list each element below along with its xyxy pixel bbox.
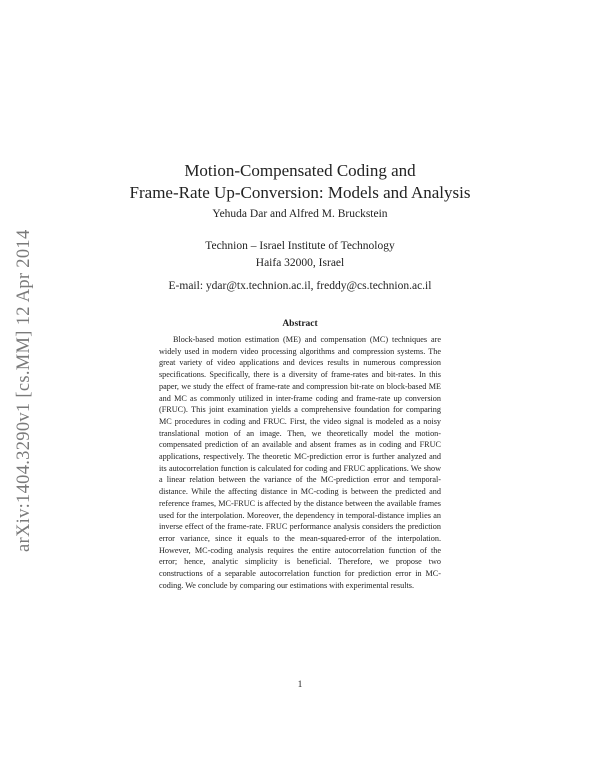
paper-title-line-1: Motion-Compensated Coding and bbox=[184, 161, 416, 180]
paper-title-line-2: Frame-Rate Up-Conversion: Models and Analysis bbox=[129, 183, 471, 202]
affiliation-institution: Technion – Israel Institute of Technology bbox=[205, 240, 395, 252]
page-number: 1 bbox=[297, 680, 303, 690]
abstract-heading: Abstract bbox=[282, 319, 318, 329]
affiliation-address: Haifa 32000, Israel bbox=[255, 257, 345, 269]
arxiv-identifier-text: arXiv:1404.3290v1 [cs.MM] 12 Apr 2014 bbox=[14, 229, 34, 552]
paper-title bbox=[100, 160, 500, 204]
paper-authors: Yehuda Dar and Alfred M. Bruckstein bbox=[212, 208, 388, 220]
abstract-body: Block-based motion estimation (ME) and compensation (MC) techniques are widely used in modern video processing algorithms and compression systems. The great variety of video applications and devices results in numerous compression specifications. Specifically, there is a diversity of frame-rates and bit-rates. In this paper, we study the effect of frame-rate and compression bit-rate on block-based ME and MC as commonly utilized in inter-frame coding and frame-rate up conversion (FRUC). This joint examination yields a comprehensive foundation for comparing MC procedures in coding and FRUC. First, the video signal is modeled as a noisy translational motion of an image. Then, we theoretically model the motion-compensated prediction of an available and absent frames as in coding and FRUC applications, respectively. The theoretic MC-prediction error is further analyzed and its autocorrelation function is calculated for coding and FRUC applications. We show a linear relation between the variance of the MC-prediction error and temporal-distance. While the affecting distance in MC-coding is between the predicted and reference frames, MC-FRUC is affected by the distance between the available frames used for the interpolation. Moreover, the dependency in temporal-distance implies an inverse effect of the frame-rate. FRUC performance analysis considers the prediction error variance, since it equals to the mean-squared-error of the interpolation. However, MC-coding analysis requires the entire autocorrelation function of the error; hence, analytic simplicity is beneficial. Therefore, we propose two constructions of a separable autocorrelation function for prediction error in MC-coding. We conclude by comparing our estimations with experimental results. bbox=[159, 335, 441, 590]
author-emails: E-mail: ydar@tx.technion.ac.il, freddy@cs.technion.ac.il bbox=[168, 280, 432, 292]
author-affiliation bbox=[100, 238, 500, 272]
